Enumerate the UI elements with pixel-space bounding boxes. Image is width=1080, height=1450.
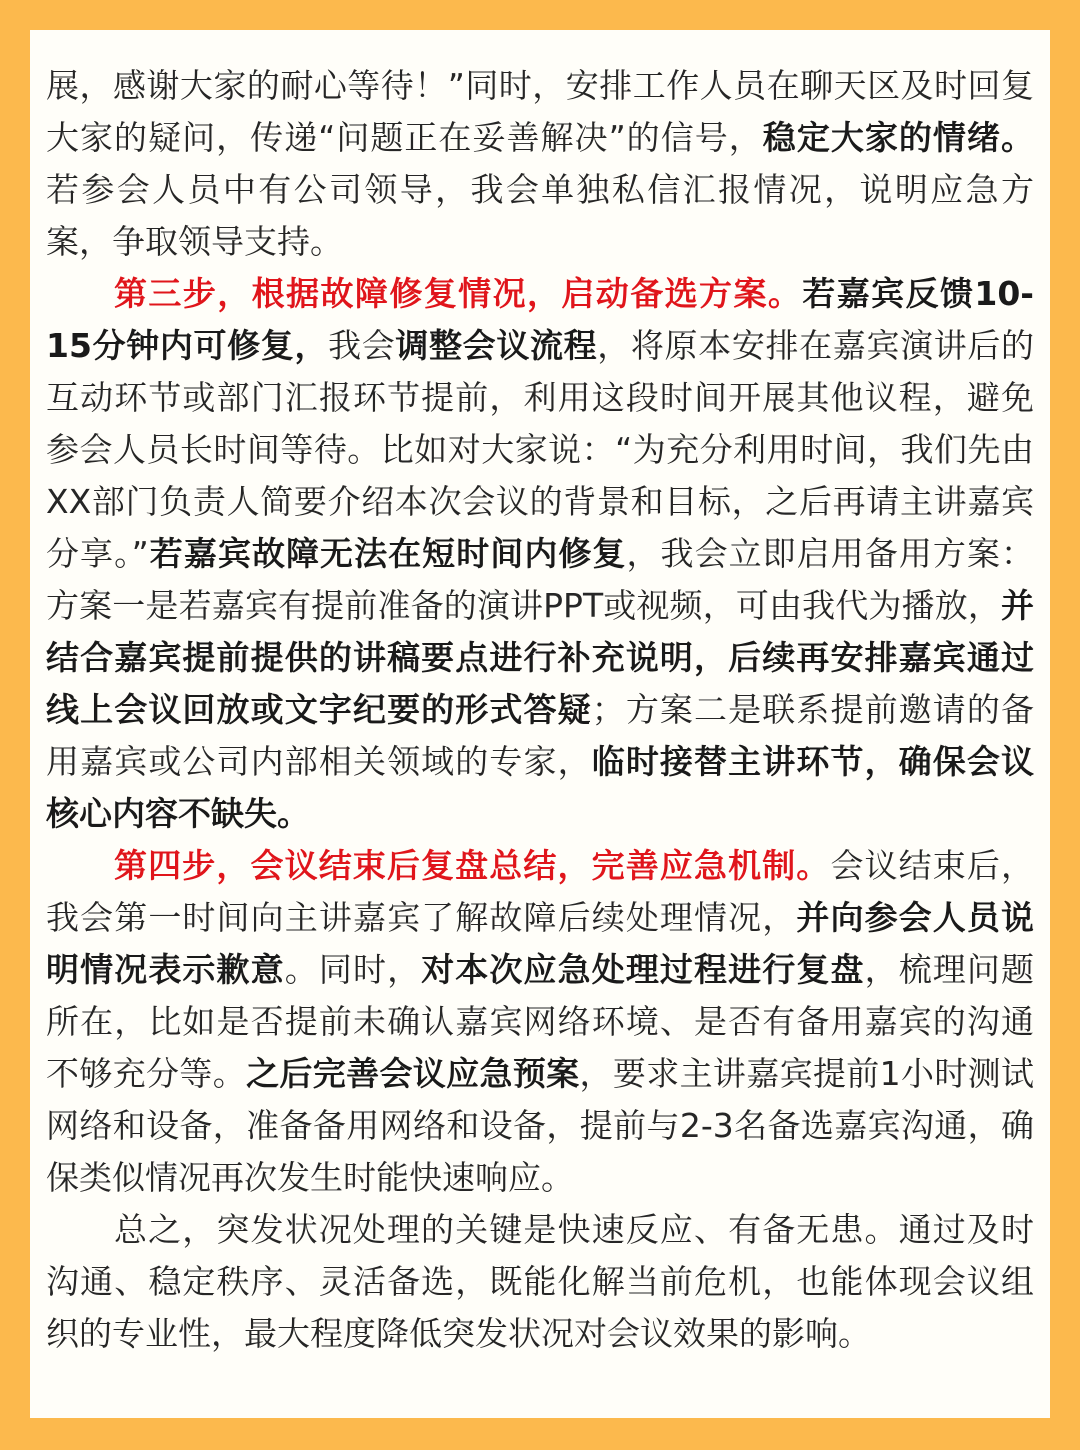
bold-segment: 若嘉宾故障无法在短时间内修复 [148,534,627,573]
text-segment: ，要求主讲嘉宾提前1小时测试网络和设备，准备备用网络和设备，提前与2-3名备选嘉宾沟通，确保类似情况再次发生时能快速响应。 [46,1054,1035,1197]
paragraph-summary [46,1204,1034,1360]
bold-segment: 调整会议流程 [395,326,598,365]
text-segment: ，我会立即启用备用方案：方案一是若嘉宾有提前准备的演讲PPT或视频，可由我代为播放， [46,534,1035,625]
text-segment: ；方案二是联系提前邀请的备用嘉宾或公司内部相关领域的专家， [46,690,1035,781]
paragraph-intro [46,60,1034,268]
text-segment: 我会 [328,326,396,365]
text-segment: 会议结束后，我会第一时间向主讲嘉宾了解故障后续处理情况， [46,846,1035,937]
bold-segment: 稳定大家的情绪。 [762,118,1034,157]
bold-segment: 之后完善会议应急预案 [246,1054,580,1093]
text-segment: 展，感谢大家的耐心等待！”同时，安排工作人员在聊天区及时回复大家的疑问，传递“问题正在妥善解决”的信号， [46,66,1034,157]
text-segment: ，将原本安排在嘉宾演讲后的互动环节或部门汇报环节提前，利用这段时间开展其他议程，避免参会人员长时间等待。比如对大家说：“为充分利用时间，我们先由XX部门负责人简要介绍本次会议的背景和目标，之后再请主讲嘉宾分享。” [46,326,1035,573]
bold-segment: 并结合嘉宾提前提供的讲稿要点进行补充说明，后续再安排嘉宾通过线上会议回放或文字纪要的形式答疑 [46,586,1034,729]
text-segment: 总之，突发状况处理的关键是快速反应、有备无患。通过及时沟通、稳定秩序、灵活备选，既能化解当前危机，也能体现会议组织的专业性，最大程度降低突发状况对会议效果的影响。 [46,1210,1034,1353]
bold-segment: 若嘉宾反馈10-15分钟内可修复， [46,274,1035,365]
paragraph-step-4 [46,840,1034,1204]
text-segment: 。同时， [284,950,422,989]
text-segment: ，梳理问题所在，比如是否提前未确认嘉宾网络环境、是否有备用嘉宾的沟通不够充分等。 [46,950,1035,1093]
article-card [30,30,1050,1418]
step-heading: 第三步，根据故障修复情况，启动备选方案。 [114,274,803,313]
paragraph-step-3 [46,268,1034,840]
text-segment: 若参会人员中有公司领导，我会单独私信汇报情况，说明应急方案，争取领导支持。 [46,170,1034,261]
bold-segment: 并向参会人员说明情况表示歉意 [46,898,1035,989]
step-heading: 第四步，会议结束后复盘总结，完善应急机制。 [114,846,831,885]
bold-segment: 临时接替主讲环节，确保会议核心内容不缺失。 [46,742,1035,833]
bold-segment: 对本次应急处理过程进行复盘 [421,950,865,989]
